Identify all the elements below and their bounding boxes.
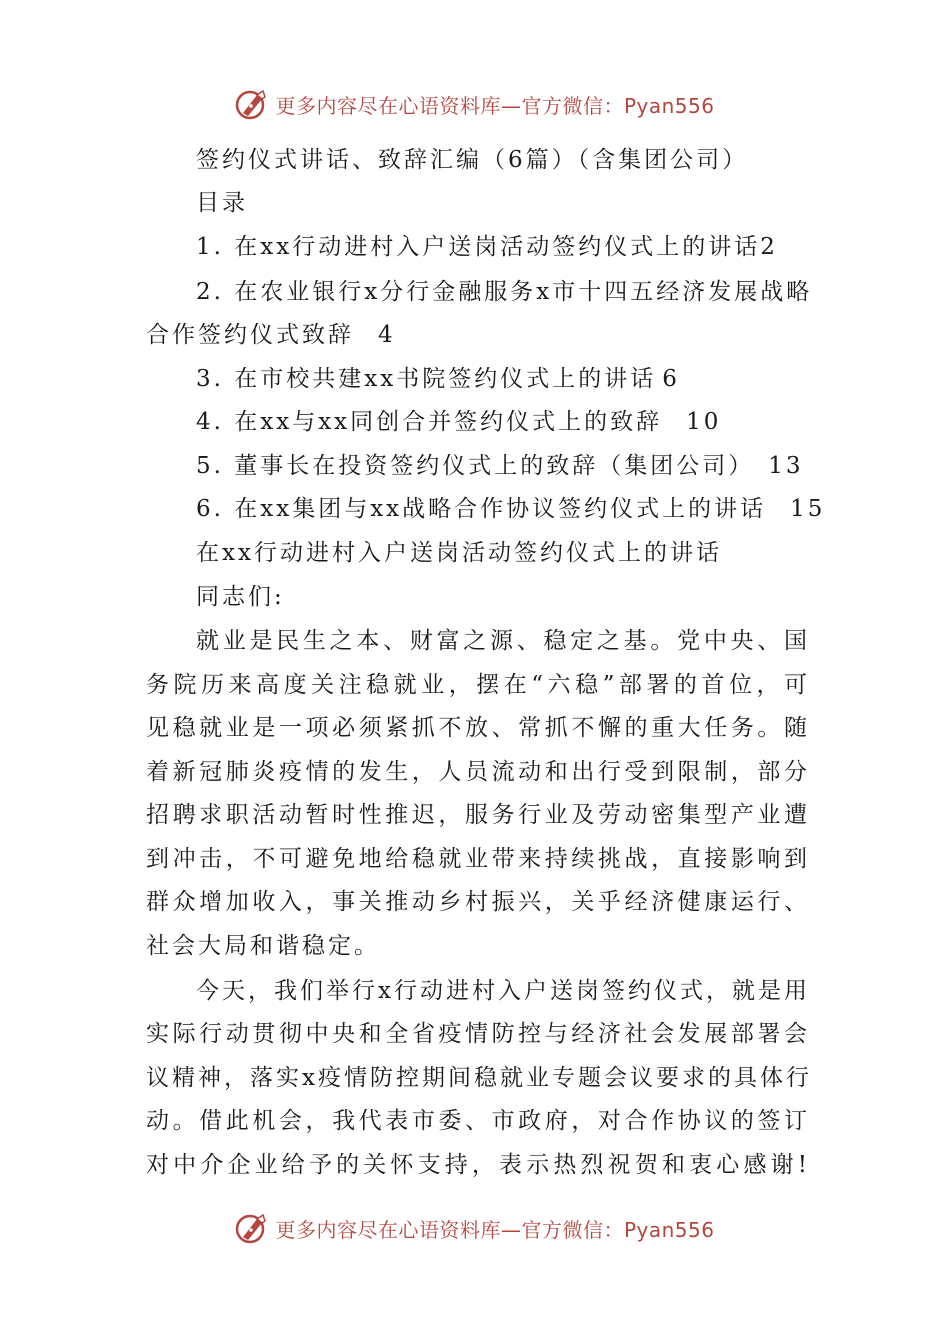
paragraph-line: 社会大局和谐稳定。	[146, 933, 380, 959]
salutation: 同志们:	[196, 584, 285, 610]
toc-item-page: 2	[760, 234, 778, 260]
paragraph-line: 招聘求职活动暂时性推迟，服务行业及劳动密集型产业遭	[146, 802, 810, 828]
toc-item-2-continued[interactable]	[146, 320, 810, 350]
toc-item-6[interactable]	[196, 494, 826, 524]
toc-item-page: 6	[662, 366, 680, 392]
watermark-text: 更多内容尽在心语资料库—官方微信：Pyan556	[275, 93, 715, 118]
paragraph-line: 群众增加收入，事关推动乡村振兴，关乎经济健康运行、	[146, 889, 810, 915]
paragraph-line: 动。借此机会，我代表市委、市政府，对合作协议的签订	[146, 1108, 810, 1134]
pen-nib-logo-icon	[235, 1211, 269, 1245]
pen-nib-logo-icon	[235, 87, 269, 121]
paragraph-line: 对中介企业给予的关怀支持，表示热烈祝贺和衷心感谢!	[146, 1152, 810, 1178]
toc-item-4[interactable]	[196, 407, 810, 437]
toc-item-5[interactable]	[196, 451, 810, 481]
watermark-banner-top	[0, 84, 950, 124]
watermark-banner-bottom	[0, 1208, 950, 1248]
watermark-text: 更多内容尽在心语资料库—官方微信：Pyan556	[275, 1217, 715, 1242]
toc-item-text: 2. 在农业银行x分行金融服务x市十四五经济发展战略	[196, 279, 813, 305]
paragraph-line: 到冲击，不可避免地给稳就业带来持续挑战，直接影响到	[146, 846, 810, 872]
toc-item-page: 15	[790, 496, 826, 522]
paragraph-line: 实际行动贯彻中央和全省疫情防控与经济社会发展部署会	[146, 1021, 810, 1047]
toc-item-text: 5. 董事长在投资签约仪式上的致辞（集团公司）	[196, 453, 755, 479]
toc-heading: 目录	[196, 190, 248, 216]
toc-item-page: 4	[378, 322, 396, 348]
toc-item-1[interactable]	[196, 232, 810, 262]
paragraph-line: 今天，我们举行x行动进村入户送岗签约仪式，就是用	[196, 978, 810, 1004]
toc-item-text: 3. 在市校共建xx书院签约仪式上的讲话	[196, 366, 657, 392]
toc-item-text: 6. 在xx集团与xx战略合作协议签约仪式上的讲话	[196, 496, 767, 522]
speech-title: 在xx行动进村入户送岗活动签约仪式上的讲话	[196, 540, 722, 566]
paragraph-line: 见稳就业是一项必须紧抓不放、常抓不懈的重大任务。随	[146, 715, 810, 741]
paragraph-line: 就业是民生之本、财富之源、稳定之基。党中央、国	[196, 628, 810, 654]
paragraph-line: 议精神，落实x疫情防控期间稳就业专题会议要求的具体行	[146, 1065, 812, 1091]
paragraph-line: 着新冠肺炎疫情的发生，人员流动和出行受到限制，部分	[146, 759, 810, 785]
toc-item-page: 10	[686, 409, 722, 435]
paragraph-line: 务院历来高度关注稳就业，摆在“六稳”部署的首位，可	[146, 672, 810, 698]
toc-item-text: 合作签约仪式致辞	[146, 322, 354, 348]
toc-item-2[interactable]	[196, 277, 813, 307]
toc-item-3[interactable]	[196, 364, 810, 394]
toc-item-page: 13	[768, 453, 804, 479]
document-title: 签约仪式讲话、致辞汇编（6篇）（含集团公司）	[196, 147, 749, 173]
toc-item-text: 1. 在xx行动进村入户送岗活动签约仪式上的讲话	[196, 234, 761, 260]
toc-item-text: 4. 在xx与xx同创合并签约仪式上的致辞	[196, 409, 663, 435]
